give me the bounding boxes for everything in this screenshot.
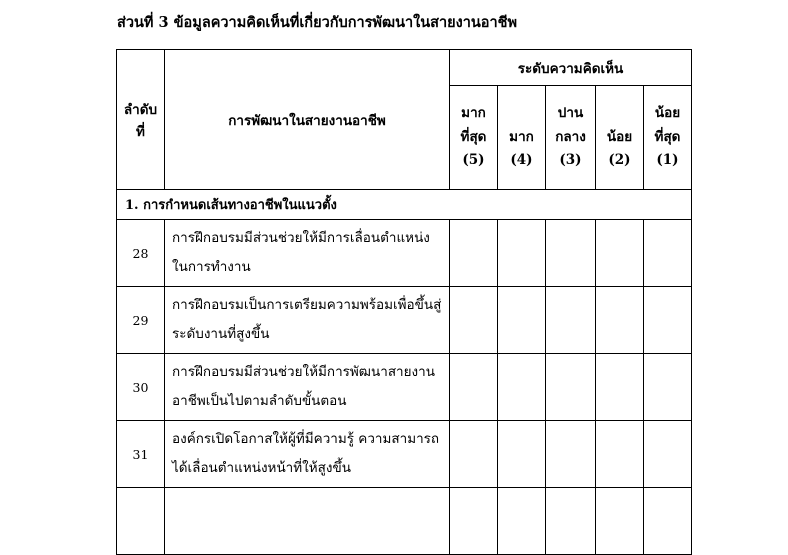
rating-cell-2[interactable] [596, 421, 644, 488]
col-item-header: การพัฒนาในสายงานอาชีพ [165, 50, 450, 190]
level-5-line-2: ที่สุด [460, 128, 487, 145]
item-text-line-2: ระดับงานที่สูงขึ้น [172, 326, 270, 342]
level-5-line-1: มาก [461, 105, 486, 122]
item-text-line-2: อาชีพเป็นไปตามลำดับขั้นตอน [172, 393, 347, 409]
item-text [165, 287, 450, 354]
opinion-level-group-header: ระดับความคิดเห็น [450, 50, 692, 86]
rating-cell-2[interactable] [596, 220, 644, 287]
rating-cell-5[interactable] [450, 287, 498, 354]
rating-cell-1[interactable] [644, 488, 692, 555]
rating-cell-5[interactable] [450, 354, 498, 421]
table-row-partial [117, 488, 692, 555]
item-number: 29 [117, 287, 165, 354]
rating-cell-5[interactable] [450, 220, 498, 287]
item-text-line-1: การฝึกอบรมมีส่วนช่วยให้มีการเลื่อนตำแหน่ง [172, 230, 430, 246]
rating-cell-4[interactable] [498, 287, 546, 354]
rating-cell-5[interactable] [450, 488, 498, 555]
rating-cell-2[interactable] [596, 354, 644, 421]
level-4-line-1 [498, 102, 545, 126]
rating-cell-3[interactable] [546, 287, 596, 354]
level-header-4 [498, 86, 546, 190]
level-header-5 [450, 86, 498, 190]
item-text-line-2: ในการทำงาน [172, 259, 251, 275]
header-row-1 [117, 50, 692, 86]
item-text [165, 354, 450, 421]
level-header-1 [644, 86, 692, 190]
rating-cell-1[interactable] [644, 287, 692, 354]
item-number: 28 [117, 220, 165, 287]
col-no-line-1: ลำดับ [123, 101, 158, 118]
rating-cell-4[interactable] [498, 354, 546, 421]
opinion-survey-table [116, 49, 692, 555]
item-text [165, 488, 450, 555]
rating-cell-3[interactable] [546, 354, 596, 421]
item-number: 31 [117, 421, 165, 488]
table-row [117, 287, 692, 354]
level-1-line-1: น้อย [654, 105, 681, 122]
level-4-line-2: มาก [509, 128, 534, 145]
level-5-score: (5) [462, 152, 485, 169]
rating-cell-3[interactable] [546, 421, 596, 488]
item-text-line-1: การฝึกอบรมมีส่วนช่วยให้มีการพัฒนาสายงาน [172, 364, 435, 380]
table-row [117, 354, 692, 421]
level-4-score: (4) [510, 152, 533, 169]
table-row [117, 421, 692, 488]
section-row [117, 190, 692, 220]
item-number [117, 488, 165, 555]
item-text-line-1: การฝึกอบรมเป็นการเตรียมความพร้อมเพื่อขึ้นสู่ [172, 297, 442, 313]
level-2-score: (2) [608, 152, 631, 169]
rating-cell-2[interactable] [596, 488, 644, 555]
level-3-line-1: ปาน [557, 105, 584, 122]
rating-cell-3[interactable] [546, 220, 596, 287]
level-1-score: (1) [656, 152, 679, 169]
col-no-header [117, 50, 165, 190]
level-header-3 [546, 86, 596, 190]
level-3-line-2: กลาง [555, 128, 586, 145]
rating-cell-4[interactable] [498, 488, 546, 555]
level-header-2 [596, 86, 644, 190]
level-3-score: (3) [559, 152, 582, 169]
rating-cell-5[interactable] [450, 421, 498, 488]
col-no-line-2: ที่ [136, 123, 145, 140]
rating-cell-1[interactable] [644, 421, 692, 488]
item-text-line-1: องค์กรเปิดโอกาสให้ผู้ที่มีความรู้ ความสามารถ [172, 431, 440, 447]
rating-cell-1[interactable] [644, 220, 692, 287]
item-text [165, 220, 450, 287]
item-text-line-2: ได้เลื่อนตำแหน่งหน้าที่ให้สูงขึ้น [172, 460, 351, 476]
rating-cell-3[interactable] [546, 488, 596, 555]
level-2-line-1 [596, 102, 643, 126]
level-1-line-2: ที่สุด [654, 128, 681, 145]
table-row [117, 220, 692, 287]
rating-cell-2[interactable] [596, 287, 644, 354]
level-2-line-2: น้อย [606, 128, 633, 145]
section-heading: ส่วนที่ 3 ข้อมูลความคิดเห็นที่เกี่ยวกับการพัฒนาในสายงานอาชีพ [117, 14, 517, 31]
rating-cell-4[interactable] [498, 421, 546, 488]
item-number: 30 [117, 354, 165, 421]
rating-cell-1[interactable] [644, 354, 692, 421]
section-title: 1. การกำหนดเส้นทางอาชีพในแนวตั้ง [117, 190, 692, 220]
rating-cell-4[interactable] [498, 220, 546, 287]
item-text [165, 421, 450, 488]
